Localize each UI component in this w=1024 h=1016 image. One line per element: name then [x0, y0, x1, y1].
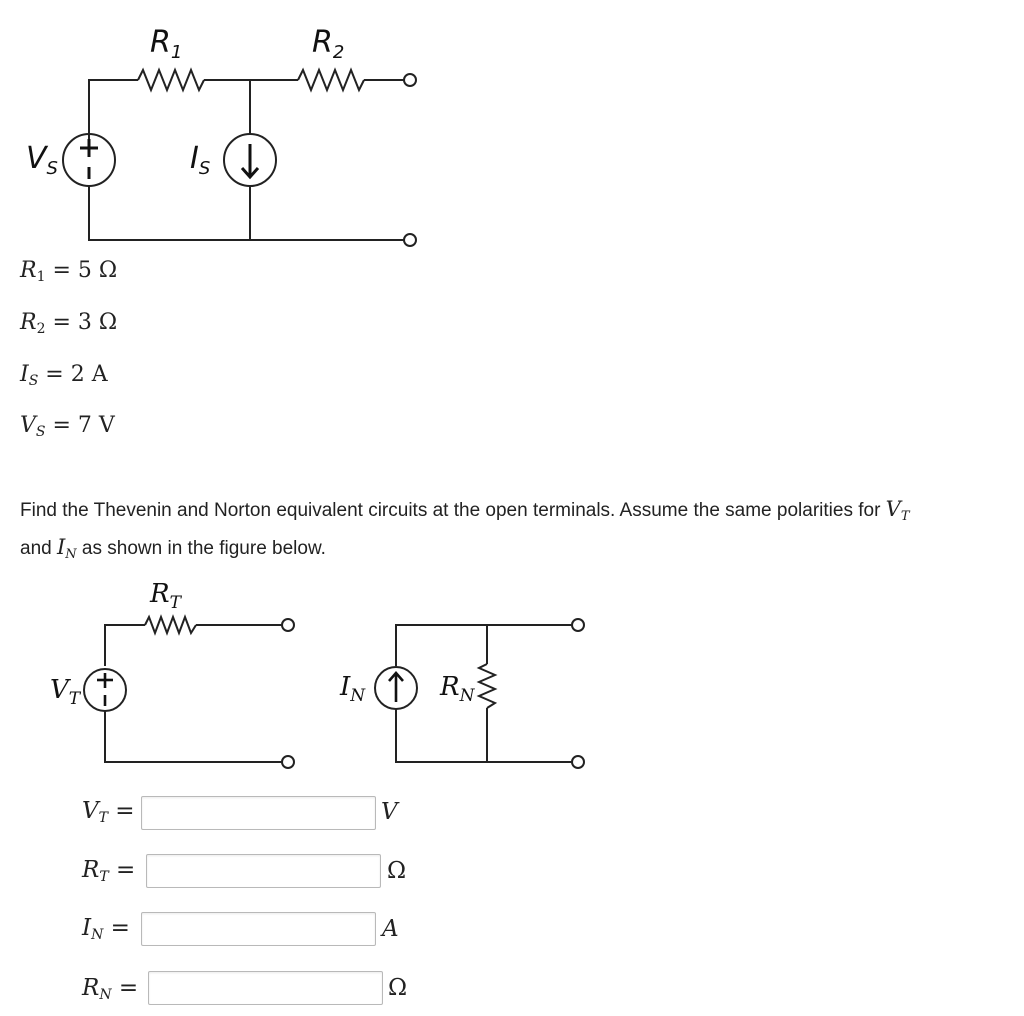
- label-r1: $R_1$: [150, 25, 183, 63]
- answer-label-vt: $V_T$ =: [82, 798, 135, 826]
- label-rt: $R_T$: [150, 579, 181, 613]
- answer-label-rt: $R_T$ =: [82, 857, 136, 885]
- unit-amps: A: [382, 916, 399, 942]
- terminal-thev-bottom: [282, 756, 294, 768]
- in-input[interactable]: [141, 912, 376, 946]
- terminal-bottom: [404, 234, 416, 246]
- question-text: Find the Thevenin and Norton equivalent circuits at the open terminals. Assume the same polarities for $V_T$ and $I_N$ as shown in the figure below.: [20, 497, 910, 562]
- unit-ohms: Ω: [388, 975, 408, 1001]
- vt-input[interactable]: [141, 796, 376, 830]
- wire-top-left: [89, 80, 138, 141]
- label-rn: $R_N$: [440, 672, 475, 706]
- rn-input[interactable]: [148, 971, 383, 1005]
- unit-volts: V: [381, 799, 398, 825]
- resistor-rt: [145, 617, 196, 633]
- given-is: $I_S = 2$ A: [20, 362, 108, 389]
- resistor-rn: [479, 664, 495, 708]
- label-vt: $V_T$: [50, 675, 81, 709]
- label-r2: $R_2$: [312, 25, 345, 63]
- terminal-nort-top: [572, 619, 584, 631]
- wire-bottom: [89, 186, 404, 240]
- terminal-top: [404, 74, 416, 86]
- answer-label-rn: $R_N$ =: [82, 975, 139, 1003]
- unit-ohms: Ω: [387, 858, 407, 884]
- wire-nort-top: [396, 625, 572, 666]
- resistor-r2: [298, 70, 364, 90]
- label-is: $I_S$: [190, 141, 211, 179]
- label-vs: $V_S$: [26, 141, 58, 179]
- given-vs: $V_S = 7$ V: [20, 413, 115, 440]
- wire-thev-bottom: [105, 711, 282, 762]
- terminal-nort-bottom: [572, 756, 584, 768]
- given-r1: $R_1 = 5$ Ω: [20, 258, 118, 285]
- rt-input[interactable]: [146, 854, 381, 888]
- wire-nort-bottom: [396, 709, 572, 762]
- terminal-thev-top: [282, 619, 294, 631]
- answer-label-in: $I_N$ =: [82, 915, 130, 943]
- wire-thev-top-left: [105, 625, 145, 666]
- label-in: $I_N$: [340, 672, 366, 706]
- resistor-r1: [138, 70, 204, 90]
- given-r2: $R_2 = 3$ Ω: [20, 310, 118, 337]
